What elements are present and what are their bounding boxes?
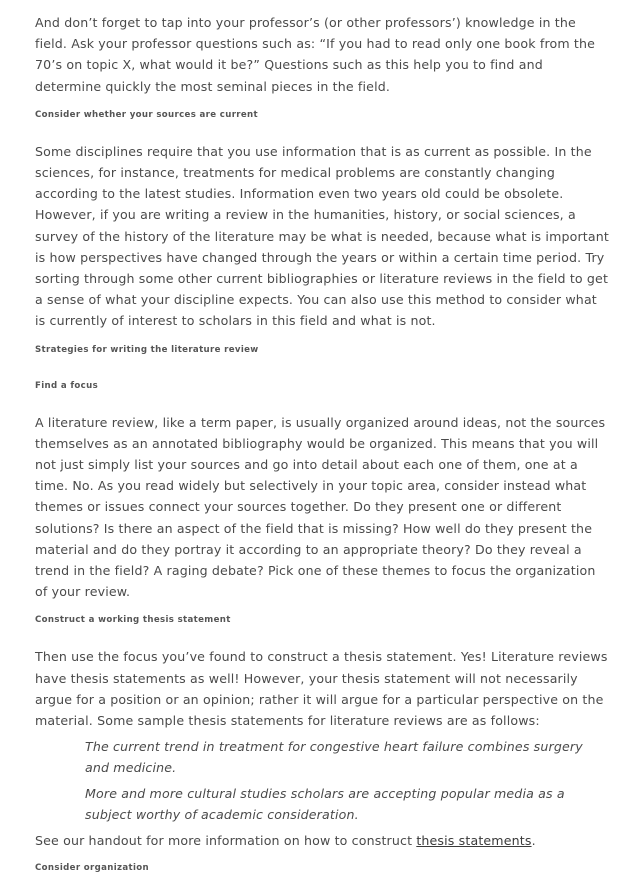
sample-thesis-quote-1: The current trend in treatment for congestive heart failure combines surgery and medicine. — [85, 739, 583, 776]
heading-find-focus: Find a focus — [35, 380, 99, 391]
sample-thesis-quote-2: More and more cultural studies scholars are accepting popular media as a subject worthy of academic consideration. — [85, 785, 565, 822]
handout-text: See our handout for more information on how to construct — [35, 833, 417, 849]
paragraph-thesis-intro: Then use the focus you’ve found to construct a thesis statement. Yes! Literature reviews have thesis statements as well! However, your thesis statement will not necessarily argue for a position or an opinion; rather it will argue for a particular perspective on the material. Some sample thesis statements for literature reviews are as follows: — [35, 649, 608, 729]
document-page — [35, 12, 611, 874]
thesis-statements-link[interactable]: thesis statements — [416, 833, 532, 849]
paragraph-current-sources: Some disciplines require that you use information that is as current as possible. In the sciences, for instance, treatments for medical problems are constantly changing according to the latest studies. Information even two years old could be obsolete. However, if you are writing a review in the humanities, history, or social sciences, a survey of the history of the literature may be what is needed, because what is important is how perspectives have changed through the years or within a certain time period. Try sorting through some other current bibliographies or literature reviews in the field to get a sense of what your discipline expects. You can also use this method to consider what is currently of interest to scholars in this field and what is not. — [35, 143, 609, 329]
paragraph-find-focus: A literature review, like a term paper, is usually organized around ideas, not the sources themselves as an annotated bibliography would be organized. This means that you will not just simply list your sources and go into detail about each one of them, one at a time. No. As you read widely but selectively in your topic area, consider instead what themes or issues connect your sources together. Do they present one or different solutions? Is there an aspect of the field that is missing? How well do they present the material and do they portray it according to an appropriate theory? Do they reveal a trend in the field? A raging debate? Pick one of these themes to focus the organization of your review. — [35, 414, 606, 600]
heading-strategies: Strategies for writing the literature review — [35, 344, 259, 355]
heading-thesis-statement: Construct a working thesis statement — [35, 615, 231, 626]
handout-period: . — [531, 833, 536, 849]
paragraph-handout-reference — [35, 830, 611, 851]
heading-organization: Consider organization — [35, 863, 149, 874]
heading-current-sources: Consider whether your sources are current — [35, 109, 258, 120]
paragraph-professor-tip: And don’t forget to tap into your professor’s (or other professors’) knowledge in the field. Ask your professor questions such as: “If you had to read only one book from the 70’s on topic X, what would it be?” Questions such as this help you to find and determine quickly the most seminal pieces in the field. — [35, 15, 596, 94]
